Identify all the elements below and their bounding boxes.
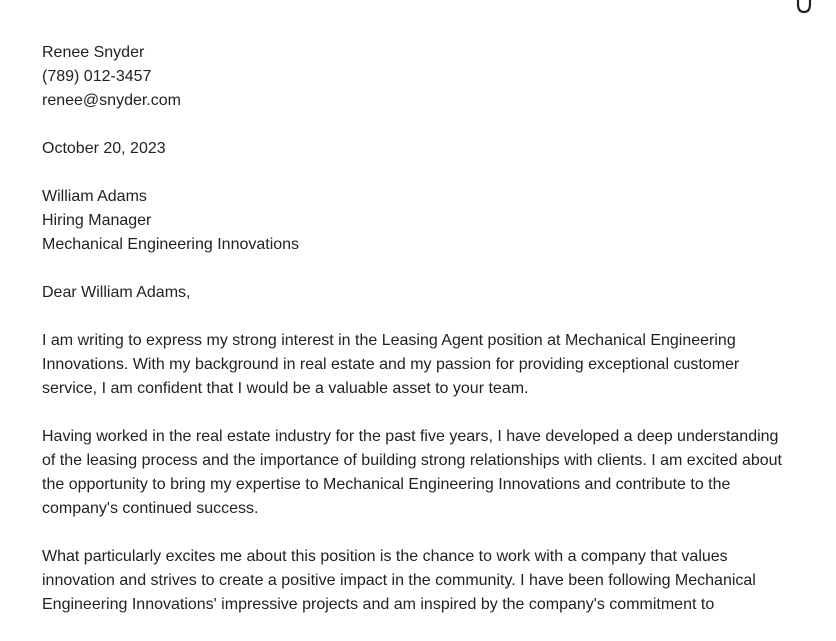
sender-name: Renee Snyder — [42, 44, 145, 61]
paragraph-line: service, I am confident that I would be a valuable asset to your team. — [42, 380, 529, 397]
sender-phone: (789) 012-3457 — [42, 68, 152, 85]
sender-block — [42, 41, 802, 113]
paragraph-line: I am writing to express my strong interest in the Leasing Agent position at Mechanical Engineering — [42, 332, 736, 349]
sender-email: renee@snyder.com — [42, 92, 181, 109]
paragraph-line: innovation and strives to create a positive impact in the community. I have been following Mechanical — [42, 572, 756, 589]
cover-letter — [42, 41, 802, 641]
salutation: Dear William Adams, — [42, 284, 191, 301]
recipient-title: Hiring Manager — [42, 212, 152, 229]
salutation-block — [42, 281, 802, 305]
date-block — [42, 137, 802, 161]
paragraph-line: What particularly excites me about this position is the chance to work with a company that values — [42, 548, 728, 565]
partial-glyph-icon — [795, 0, 813, 16]
body-paragraph-3 — [42, 545, 802, 617]
paragraph-line: the opportunity to bring my expertise to Mechanical Engineering Innovations and contribute to the — [42, 476, 731, 493]
recipient-name: William Adams — [42, 188, 147, 205]
paragraph-line: Innovations. With my background in real estate and my passion for providing exceptional customer — [42, 356, 740, 373]
letter-date: October 20, 2023 — [42, 140, 166, 157]
paragraph-line: Having worked in the real estate industry for the past five years, I have developed a deep understanding — [42, 428, 779, 445]
body-paragraph-2 — [42, 425, 802, 521]
paragraph-line: of the leasing process and the importance of building strong relationships with clients. I am excited about — [42, 452, 782, 469]
paragraph-line: company's continued success. — [42, 500, 259, 517]
recipient-block — [42, 185, 802, 257]
body-paragraph-1 — [42, 329, 802, 401]
paragraph-line: Engineering Innovations' impressive projects and am inspired by the company's commitment to — [42, 596, 715, 613]
recipient-company: Mechanical Engineering Innovations — [42, 236, 300, 253]
